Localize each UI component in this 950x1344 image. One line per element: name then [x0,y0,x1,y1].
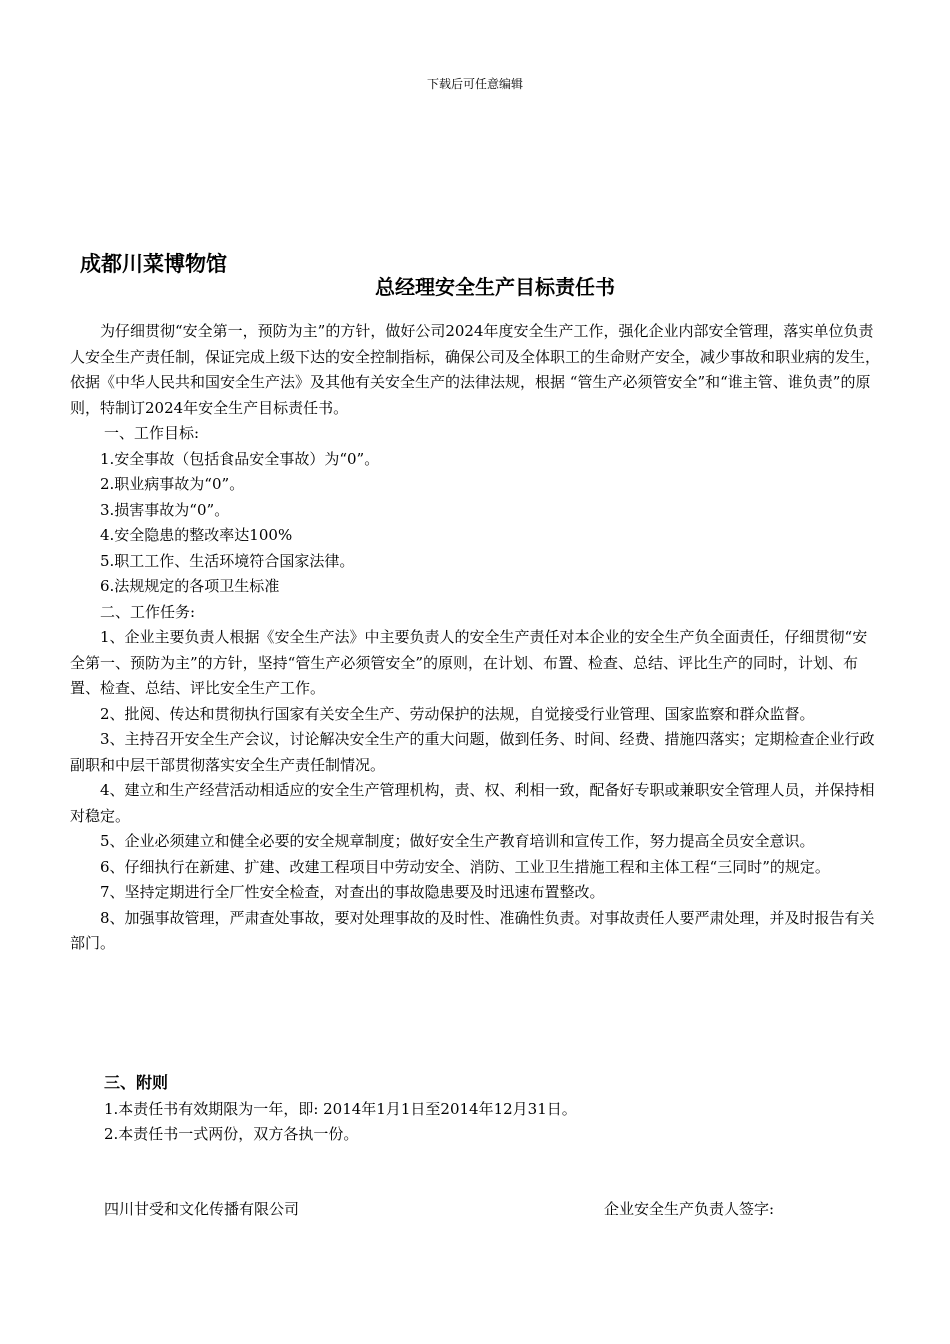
responsible-signature-label: 企业安全生产负责人签字: [604,1200,775,1218]
task-item: 8、加强事故管理，严肃查处事故，要对处理事故的及时性、准确性负责。对事故责任人要严肃处理，并及时报告有关部门。 [70,908,875,952]
intro-paragraph: 为仔细贯彻“安全第一，预防为主”的方针，做好公司2024年度安全生产工作，强化企业内部安全管理，落实单位负责人安全生产责任制，保证完成上级下达的安全控制指标，确保公司及全体职工的生命财产安全，减少事故和职业病的发生，依据《中华人民共和国安全生产法》及其他有关安全生产的法律法规，根据 “管生产必须管安全”和“谁主管、谁负责”的原则，特制订2024年安全生产目标责任书。 [70,322,881,417]
goal-item: 4.安全隐患的整改率达100% [100,526,293,544]
organization-name: 成都川菜博物馆 [80,252,227,276]
appendix-list [104,1097,882,1147]
goal-item: 6.法规规定的各项卫生标准 [100,577,280,595]
task-item: 6、仔细执行在新建、扩建、改建工程项目中劳动安全、消防、工业卫生措施工程和主体工程“三同时”的规定。 [100,857,830,876]
document-title: 总经理安全生产目标责任书 [375,275,615,299]
document-body [70,319,882,957]
goal-item: 1.安全事故（包括食品安全事故）为“0”。 [100,449,380,468]
section-heading-tasks: 二、工作任务: [100,602,196,621]
task-item: 3、主持召开安全生产会议，讨论解决安全生产的重大问题，做到任务、时间、经费、措施四落实；定期检查企业行政副职和中层干部贯彻落实安全生产责任制情况。 [70,730,875,774]
task-item: 2、批阅、传达和贯彻执行国家有关安全生产、劳动保护的法规，自觉接受行业管理、国家监察和群众监督。 [100,704,815,723]
section-heading-appendix: 三、附则 [104,1073,169,1092]
goal-item: 5.职工工作、生活环境符合国家法律。 [100,551,355,570]
company-signature-line: 四川甘受和文化传播有限公司 [104,1200,300,1218]
section-heading-goals: 一、工作目标: [104,424,200,442]
goal-item: 3.损害事故为“0”。 [100,500,230,519]
task-item: 5、企业必须建立和健全必要的安全规章制度；做好安全生产教育培训和宣传工作，努力提高全员安全意识。 [100,832,815,850]
appendix-item: 1.本责任书有效期限为一年，即: 2014年1月1日至2014年12月31日。 [104,1100,577,1118]
task-item: 4、建立和生产经营活动相适应的安全生产管理机构，责、权、利相一致，配备好专职或兼职安全管理人员，并保持相对稳定。 [70,781,875,825]
header-note: 下载后可任意编辑 [426,77,523,91]
goal-item: 2.职业病事故为“0”。 [100,475,245,493]
task-item: 1、企业主要负责人根据《安全生产法》中主要负责人的安全生产责任对本企业的安全生产负全面责任，仔细贯彻“安全第一、预防为主”的方针，坚持“管生产必须管安全”的原则，在计划、布置、检查、总结、评比生产的同时，计划、布置、检查、总结、评比安全生产工作。 [70,628,868,697]
task-item: 7、坚持定期进行全厂性安全检查，对查出的事故隐患要及时迅速布置整改。 [100,883,605,901]
appendix-item: 2.本责任书一式两份，双方各执一份。 [104,1125,359,1143]
